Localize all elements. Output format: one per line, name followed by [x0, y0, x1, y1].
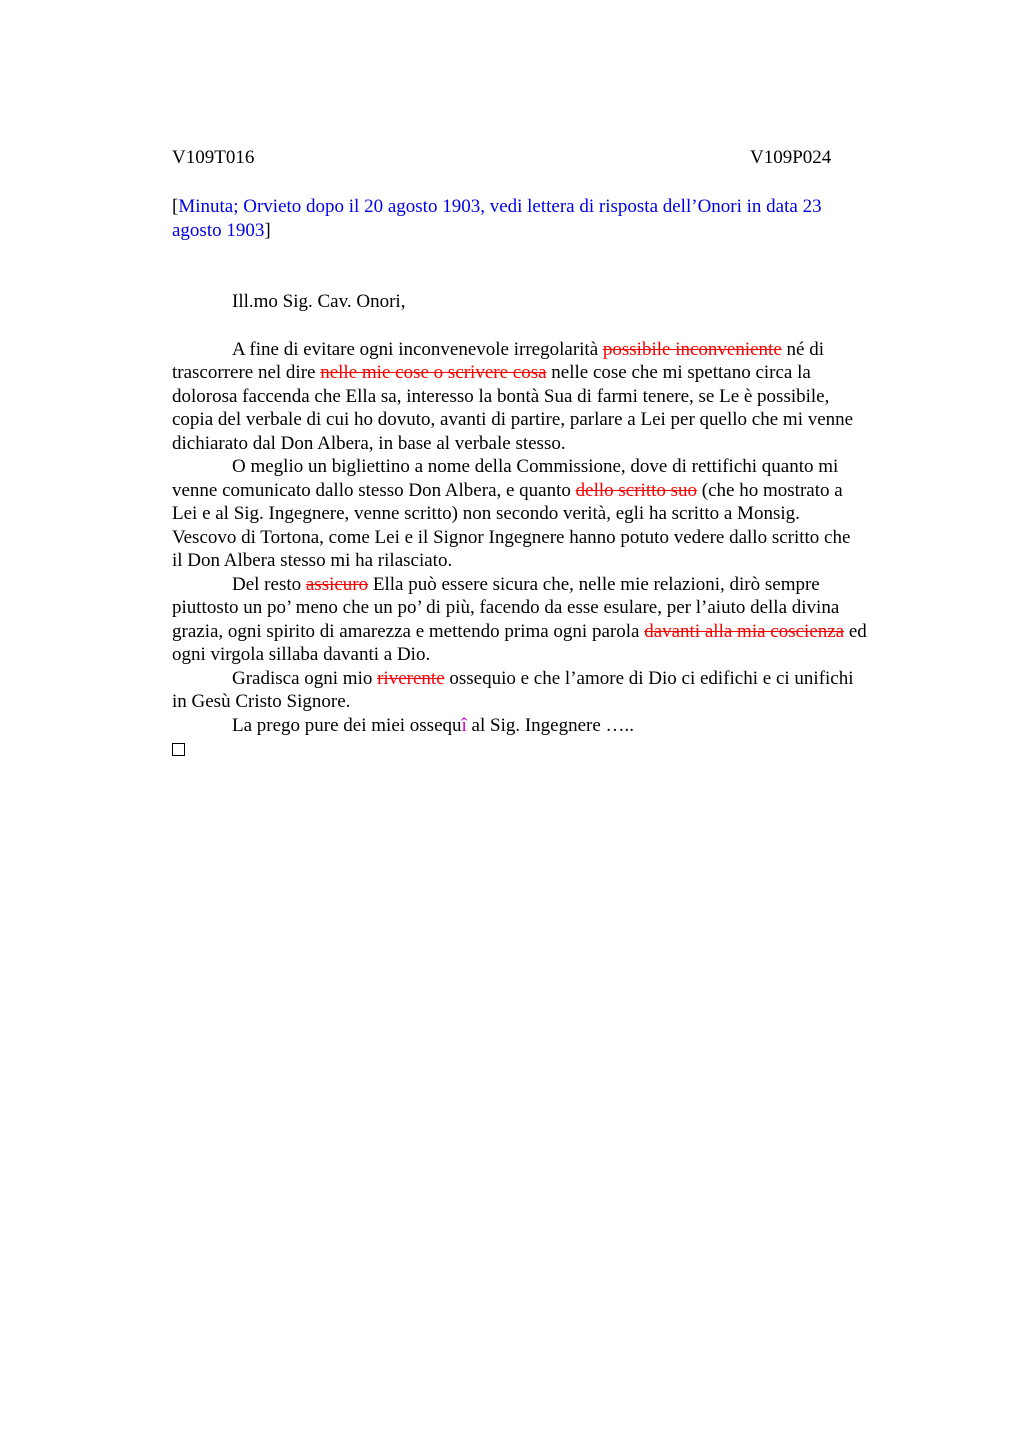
text-run: né di [781, 338, 824, 360]
paragraph-line: in Gesù Cristo Signore. [172, 691, 351, 712]
paragraph-line [172, 361, 932, 385]
deleted-text: possibile inconveniente [602, 338, 782, 360]
deleted-text: riverente [377, 667, 445, 689]
paragraph-5 [172, 714, 932, 738]
letter-salutation: Ill.mo Sig. Cav. Onori, [232, 291, 406, 312]
note-text-line1: Minuta; Orvieto dopo il 20 agosto 1903, vedi lettera di risposta dell’Onori in data 23 [178, 196, 822, 217]
paragraph-line: copia del verbale di cui ho dovuto, avanti di partire, parlare a Lei per quello che mi venne [172, 409, 854, 430]
text-run: venne comunicato dallo stesso Don Albera, e quanto [172, 479, 576, 501]
note-text-line2: agosto 1903 [172, 219, 265, 241]
text-run: A fine di evitare ogni inconvenevole irregolarità [232, 338, 603, 360]
paragraph-line: Lei e al Sig. Ingegnere, venne scritto) non secondo verità, egli ha scritto a Monsig. [172, 503, 800, 524]
paragraph-line [172, 714, 932, 738]
deleted-text: assicuro [305, 573, 369, 595]
paragraph-line: dolorosa faccenda che Ella sa, interesso la bontà Sua di farmi tenere, se Le è possibile, [172, 385, 830, 407]
deleted-text: dello scritto suo [575, 479, 698, 501]
editorial-note [172, 195, 892, 242]
text-run: Ella può essere sicura che, nelle mie relazioni, dirò sempre [368, 573, 820, 595]
paragraph-3 [172, 573, 932, 667]
paragraph-line [172, 620, 932, 644]
paragraph-line: il Don Albera stesso mi ha rilasciato. [172, 550, 453, 571]
paragraph-line [172, 573, 932, 597]
text-run: grazia, ogni spirito di amarezza e mettendo prima ogni parola [172, 620, 645, 642]
text-run: nelle cose che mi spettano circa la [546, 362, 811, 383]
paragraph-line [172, 667, 932, 691]
paragraph-2 [172, 455, 932, 573]
document-codes [172, 146, 932, 170]
inserted-accent-mark: î [461, 714, 467, 736]
deleted-text: nelle mie cose o scrivere cosa [320, 362, 547, 383]
paragraph-line [172, 338, 932, 362]
paragraph-1 [172, 338, 932, 456]
note-open-bracket: [ [172, 196, 179, 217]
document-code-right: V109P024 [750, 147, 832, 168]
text-run: ossequio e che l’amore di Dio ci edifichi e ci unifichi [444, 667, 854, 689]
note-close-bracket: ] [264, 219, 271, 241]
text-run: al Sig. Ingegnere ….. [466, 714, 635, 736]
document-code-left: V109T016 [172, 147, 255, 168]
letter-body [172, 338, 932, 757]
text-run: Del resto [232, 573, 306, 595]
text-run: (che ho mostrato a [697, 479, 843, 501]
paragraph-line: dichiarato dal Don Albera, in base al verbale stesso. [172, 432, 566, 454]
paragraph-line: Vescovo di Tortona, come Lei e il Signor Ingegnere hanno potuto vedere dallo scritto che [172, 526, 851, 548]
document-page [172, 146, 932, 756]
paragraph-4 [172, 667, 932, 714]
text-run: trascorrere nel dire [172, 362, 321, 383]
paragraph-line: piuttosto un po’ meno che un po’ di più, facendo da esse esulare, per l’aiuto della divina [172, 597, 840, 618]
paragraph-line: ogni virgola sillaba davanti a Dio. [172, 644, 431, 665]
deleted-text: davanti alla mia coscienza [644, 620, 845, 642]
paragraph-line [172, 479, 932, 503]
text-run: ed [844, 620, 867, 642]
text-run: La prego pure dei miei ossequ [232, 714, 462, 736]
paragraph-line: O meglio un bigliettino a nome della Commissione, dove di rettifichi quanto mi [232, 456, 839, 477]
text-run: Gradisca ogni mio [232, 667, 378, 689]
end-square-icon [172, 743, 185, 756]
